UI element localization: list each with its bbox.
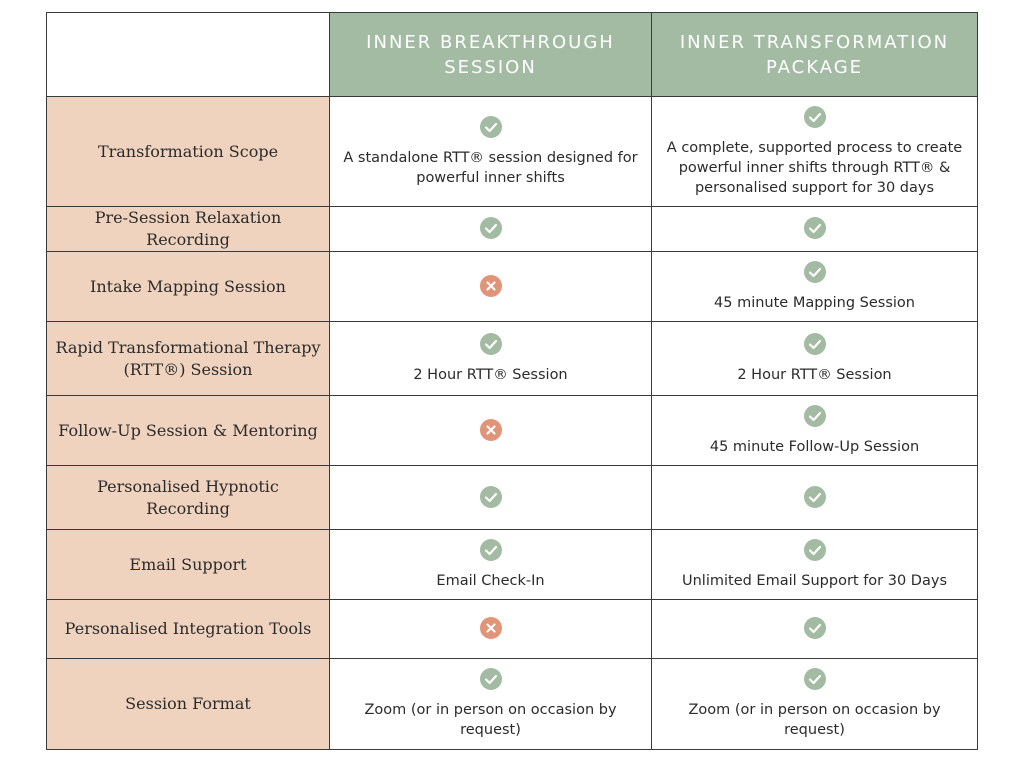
package-cell [652, 396, 978, 466]
check-icon [804, 539, 826, 561]
check-icon [480, 668, 502, 690]
table-row [47, 396, 978, 466]
icon-wrapper [660, 333, 969, 357]
icon-wrapper [338, 668, 643, 692]
icon-wrapper [338, 419, 643, 443]
icon-wrapper [338, 116, 643, 140]
feature-label-pre-session-relaxation-recording: Pre-Session Relaxation Recording [47, 207, 330, 252]
check-icon [480, 217, 502, 239]
icon-wrapper [660, 217, 969, 241]
icon-wrapper [660, 261, 969, 285]
cell-description: A complete, supported process to create powerful inner shifts through RTT® & personalised support for 30 days [666, 139, 963, 196]
comparison-table [46, 12, 978, 750]
table-row [47, 659, 978, 750]
check-icon [804, 106, 826, 128]
breakthrough-cell [330, 396, 652, 466]
table-row [47, 207, 978, 252]
cell-description: Zoom (or in person on occasion by request) [688, 702, 941, 738]
package-cell [652, 466, 978, 530]
package-cell [652, 252, 978, 322]
icon-wrapper [660, 106, 969, 130]
cell-description: Unlimited Email Support for 30 Days [682, 572, 947, 589]
check-icon [804, 333, 826, 355]
table-row [47, 97, 978, 207]
package-cell [652, 207, 978, 252]
icon-wrapper [660, 668, 969, 692]
icon-wrapper [338, 333, 643, 357]
icon-wrapper [660, 486, 969, 510]
feature-label-email-support: Email Support [47, 530, 330, 600]
table-row [47, 252, 978, 322]
icon-wrapper [338, 486, 643, 510]
breakthrough-cell [330, 97, 652, 207]
cell-description: 45 minute Follow-Up Session [709, 438, 920, 455]
table-row [47, 600, 978, 659]
icon-wrapper [338, 275, 643, 299]
header-inner-transformation-package: INNER TRANSFORMATION PACKAGE [652, 13, 978, 97]
feature-label-personalised-integration-tools: Personalised Integration Tools [47, 600, 330, 659]
breakthrough-cell [330, 530, 652, 600]
breakthrough-cell [330, 659, 652, 750]
check-icon [480, 116, 502, 138]
cell-description: 2 Hour RTT® Session [413, 366, 568, 383]
icon-wrapper [660, 405, 969, 429]
table-row [47, 530, 978, 600]
icon-wrapper [338, 539, 643, 563]
table-row [47, 466, 978, 530]
feature-label-rapid-transformational-therapy-rtt-session: Rapid Transformational Therapy (RTT®) Session [47, 322, 330, 396]
breakthrough-cell [330, 322, 652, 396]
check-icon [804, 261, 826, 283]
package-cell [652, 659, 978, 750]
breakthrough-cell [330, 600, 652, 659]
feature-label-intake-mapping-session: Intake Mapping Session [47, 252, 330, 322]
feature-label-session-format: Session Format [47, 659, 330, 750]
check-icon [804, 617, 826, 639]
check-icon [804, 405, 826, 427]
cell-description: A standalone RTT® session designed for powerful inner shifts [343, 149, 638, 186]
feature-label-follow-up-session-mentoring: Follow-Up Session & Mentoring [47, 396, 330, 466]
feature-label-personalised-hypnotic-recording: Personalised Hypnotic Recording [47, 466, 330, 530]
icon-wrapper [660, 539, 969, 563]
header-row [47, 13, 978, 97]
cell-description: 45 minute Mapping Session [714, 294, 915, 311]
header-blank-cell [47, 13, 330, 97]
cell-description: 2 Hour RTT® Session [737, 366, 892, 383]
package-cell [652, 530, 978, 600]
package-cell [652, 97, 978, 207]
check-icon [480, 539, 502, 561]
cross-icon [480, 275, 502, 297]
cross-icon [480, 419, 502, 441]
cell-description: Zoom (or in person on occasion by request) [364, 702, 617, 738]
icon-wrapper [660, 617, 969, 641]
table-row [47, 322, 978, 396]
breakthrough-cell [330, 466, 652, 530]
feature-label-transformation-scope: Transformation Scope [47, 97, 330, 207]
package-cell [652, 600, 978, 659]
header-inner-breakthrough-session: INNER BREAKTHROUGH SESSION [330, 13, 652, 97]
breakthrough-cell [330, 252, 652, 322]
check-icon [480, 486, 502, 508]
icon-wrapper [338, 617, 643, 641]
check-icon [804, 217, 826, 239]
package-cell [652, 322, 978, 396]
check-icon [480, 333, 502, 355]
check-icon [804, 486, 826, 508]
breakthrough-cell [330, 207, 652, 252]
cross-icon [480, 617, 502, 639]
icon-wrapper [338, 217, 643, 241]
check-icon [804, 668, 826, 690]
cell-description: Email Check-In [436, 572, 545, 589]
